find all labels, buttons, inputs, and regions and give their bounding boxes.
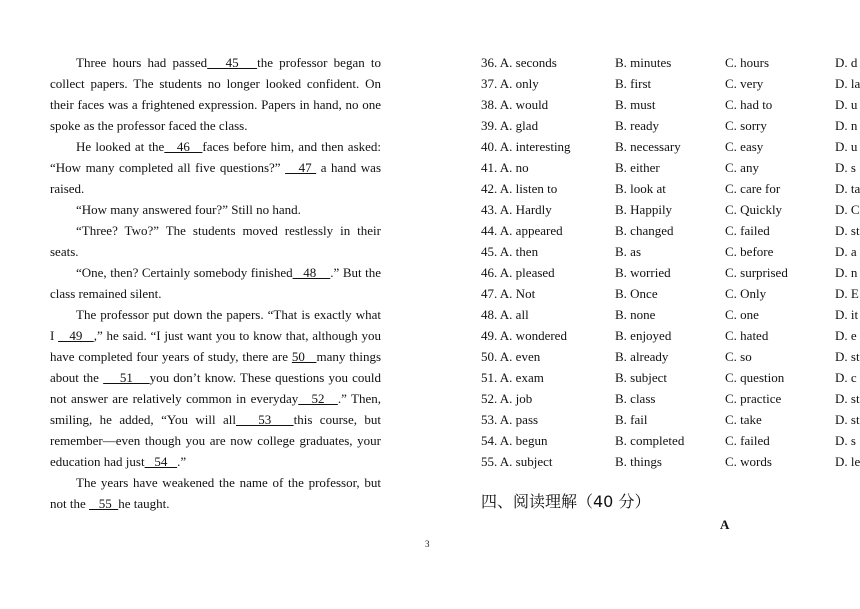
question-row	[481, 388, 860, 409]
option-a: A. would	[499, 97, 549, 112]
option-d: D. C	[835, 202, 860, 217]
question-number: 40.	[481, 139, 498, 154]
option-a: A. pass	[499, 412, 539, 427]
option-a: A. then	[499, 244, 539, 259]
option-a: A. subject	[499, 454, 553, 469]
blank-number: 53	[236, 412, 294, 427]
option-a: A. all	[499, 307, 529, 322]
option-b: B. minutes	[615, 55, 672, 70]
option-d: D. E	[835, 286, 859, 301]
question-number: 44.	[481, 223, 498, 238]
question-number: 38.	[481, 97, 498, 112]
question-number: 48.	[481, 307, 498, 322]
option-a: A. appeared	[499, 223, 563, 238]
option-cell	[481, 367, 544, 388]
blank-number: 46	[164, 139, 203, 154]
passage-text: many things about the	[50, 349, 382, 385]
passage-text: .” But the class remained silent.	[50, 265, 382, 301]
passage-text: .”	[177, 454, 187, 469]
passage-text: He looked at the	[76, 139, 165, 154]
option-b: B. necessary	[615, 139, 681, 154]
option-a: A. only	[499, 76, 539, 91]
option-d: D. le	[835, 454, 860, 469]
option-c: C. before	[725, 244, 774, 259]
option-d: D. u	[835, 97, 858, 112]
option-a: A. pleased	[499, 265, 555, 280]
blank-number: 51	[103, 370, 150, 385]
option-cell	[481, 94, 548, 115]
passage-paragraph	[50, 220, 381, 262]
option-a: A. exam	[499, 370, 544, 385]
option-b: B. as	[615, 244, 641, 259]
option-d: D. d	[835, 55, 858, 70]
question-number: 54.	[481, 433, 498, 448]
question-row	[481, 409, 860, 430]
option-cell	[481, 451, 553, 472]
question-number: 42.	[481, 181, 498, 196]
passage-text: “How many answered four?” Still no hand.	[76, 202, 301, 217]
option-b: B. must	[615, 97, 656, 112]
option-a: A. interesting	[499, 139, 571, 154]
option-b: B. none	[615, 307, 656, 322]
passage-text: ,” he said. “I just want you to know that, although you have completed four years of study, there are	[50, 328, 381, 364]
question-row	[481, 451, 860, 472]
section-title: 四、阅读理解（40 分）	[481, 492, 651, 511]
option-d: D. c	[835, 370, 857, 385]
passage	[50, 52, 381, 514]
option-cell	[481, 73, 539, 94]
option-a: A. Hardly	[499, 202, 552, 217]
option-c: C. easy	[725, 139, 764, 154]
passage-text: he taught.	[118, 496, 170, 511]
option-b: B. class	[615, 391, 656, 406]
question-row	[481, 199, 860, 220]
option-c: C. very	[725, 76, 764, 91]
blank-number: 50	[291, 349, 317, 364]
option-cell	[481, 220, 563, 241]
option-b: B. enjoyed	[615, 328, 672, 343]
question-row	[481, 241, 860, 262]
passage-text: .” Then, smiling, he added, “You will all	[50, 391, 381, 427]
option-d: D. st	[835, 391, 860, 406]
option-b: B. worried	[615, 265, 671, 280]
option-a: A. no	[499, 160, 529, 175]
question-row	[481, 304, 860, 325]
page-number: 3	[425, 539, 430, 549]
option-b: B. Happily	[615, 202, 673, 217]
question-number: 55.	[481, 454, 498, 469]
passage-paragraph	[50, 304, 381, 472]
question-number: 41.	[481, 160, 498, 175]
question-row	[481, 220, 860, 241]
option-b: B. already	[615, 349, 669, 364]
question-number: 36.	[481, 55, 498, 70]
question-row	[481, 94, 860, 115]
option-d: D. s	[835, 160, 856, 175]
passage-text: “Three? Two?” The students moved restlessly in their seats.	[50, 223, 381, 259]
question-row	[481, 346, 860, 367]
option-d: D. st	[835, 223, 860, 238]
option-cell	[481, 430, 547, 451]
option-d: D. n	[835, 118, 858, 133]
passage-paragraph	[50, 199, 381, 220]
option-c: C. Only	[725, 286, 767, 301]
option-d: D. it	[835, 307, 859, 322]
option-cell	[481, 325, 567, 346]
option-c: C. hours	[725, 55, 770, 70]
option-c: C. words	[725, 454, 772, 469]
option-b: B. changed	[615, 223, 674, 238]
question-row	[481, 262, 860, 283]
option-a: A. glad	[499, 118, 539, 133]
blank-number: 47	[285, 160, 317, 175]
option-c: C. any	[725, 160, 759, 175]
option-d: D. la	[835, 76, 860, 91]
question-row	[481, 283, 860, 304]
option-a: A. even	[499, 349, 541, 364]
option-b: B. Once	[615, 286, 658, 301]
option-cell	[481, 346, 540, 367]
option-c: C. surprised	[725, 265, 788, 280]
option-c: C. had to	[725, 97, 773, 112]
question-number: 43.	[481, 202, 498, 217]
option-c: C. Quickly	[725, 202, 783, 217]
option-a: A. Not	[499, 286, 536, 301]
option-cell	[481, 388, 532, 409]
passage-text: the professor began to collect papers. The students no longer looked confident. On their faces was a frightened expression. Papers in hand, no one spoke as the professor faced the class.	[50, 55, 381, 133]
option-cell	[481, 136, 571, 157]
option-d: D. ta	[835, 181, 860, 196]
option-cell	[481, 157, 529, 178]
option-a: A. listen to	[499, 181, 558, 196]
question-number: 49.	[481, 328, 498, 343]
option-cell	[481, 304, 529, 325]
option-d: D. a	[835, 244, 857, 259]
option-cell	[481, 283, 535, 304]
option-cell	[481, 262, 555, 283]
question-number: 50.	[481, 349, 498, 364]
option-cell	[481, 199, 552, 220]
blank-number: 52	[298, 391, 338, 406]
option-c: C. care for	[725, 181, 781, 196]
passage-paragraph	[50, 52, 381, 136]
option-cell	[481, 178, 557, 199]
option-cell	[481, 115, 538, 136]
option-a: A. wondered	[499, 328, 567, 343]
question-row	[481, 52, 860, 73]
section-letter: A	[720, 517, 730, 532]
option-b: B. look at	[615, 181, 666, 196]
option-b: B. subject	[615, 370, 667, 385]
option-d: D. st	[835, 349, 860, 364]
option-d: D. s	[835, 433, 856, 448]
passage-text: The years have weakened the name of the professor, but not the	[50, 475, 381, 511]
option-b: B. either	[615, 160, 660, 175]
passage-text: “One, then? Certainly somebody finished	[76, 265, 293, 280]
option-cell	[481, 52, 557, 73]
option-d: D. e	[835, 328, 857, 343]
option-d: D. u	[835, 139, 858, 154]
option-b: B. ready	[615, 118, 660, 133]
question-number: 45.	[481, 244, 498, 259]
option-c: C. failed	[725, 433, 770, 448]
question-row	[481, 325, 860, 346]
option-b: B. first	[615, 76, 652, 91]
blank-number: 54	[144, 454, 178, 469]
blank-number: 48	[292, 265, 331, 280]
question-row	[481, 367, 860, 388]
passage-text: a hand was raised.	[50, 160, 381, 196]
passage-text: Three hours had passed	[76, 55, 208, 70]
option-d: D. n	[835, 265, 858, 280]
option-c: C. hated	[725, 328, 769, 343]
question-row	[481, 430, 860, 451]
question-row	[481, 115, 860, 136]
option-a: A. job	[499, 391, 533, 406]
question-number: 53.	[481, 412, 498, 427]
option-a: A. seconds	[499, 55, 557, 70]
option-c: C. sorry	[725, 118, 767, 133]
question-number: 39.	[481, 118, 498, 133]
option-b: B. things	[615, 454, 662, 469]
option-cell	[481, 409, 538, 430]
question-number: 46.	[481, 265, 498, 280]
question-row	[481, 136, 860, 157]
option-c: C. so	[725, 349, 752, 364]
passage-paragraph	[50, 262, 381, 304]
blank-number: 55	[89, 496, 119, 511]
question-row	[481, 178, 860, 199]
option-b: B. completed	[615, 433, 685, 448]
passage-text: this course, but remember—even though you are now college graduates, your education had just	[50, 412, 382, 469]
option-c: C. take	[725, 412, 762, 427]
options-list	[481, 52, 860, 472]
passage-paragraph	[50, 136, 381, 199]
blank-number: 49	[58, 328, 94, 343]
question-number: 37.	[481, 76, 498, 91]
option-c: C. practice	[725, 391, 782, 406]
question-number: 47.	[481, 286, 498, 301]
option-c: C. question	[725, 370, 785, 385]
option-c: C. one	[725, 307, 759, 322]
question-row	[481, 73, 860, 94]
passage-text: The professor put down the papers. “That is exactly what I	[50, 307, 381, 343]
passage-paragraph	[50, 472, 381, 514]
passage-text: you don’t know. These questions you could not answer are relatively common in everyday	[50, 370, 382, 406]
option-d: D. st	[835, 412, 860, 427]
option-c: C. failed	[725, 223, 770, 238]
blank-number: 45	[207, 55, 258, 70]
option-b: B. fail	[615, 412, 648, 427]
option-a: A. begun	[499, 433, 548, 448]
option-cell	[481, 241, 538, 262]
question-row	[481, 157, 860, 178]
question-number: 52.	[481, 391, 498, 406]
question-number: 51.	[481, 370, 498, 385]
passage-text: faces before him, and then asked: “How many completed all five questions?”	[50, 139, 382, 175]
